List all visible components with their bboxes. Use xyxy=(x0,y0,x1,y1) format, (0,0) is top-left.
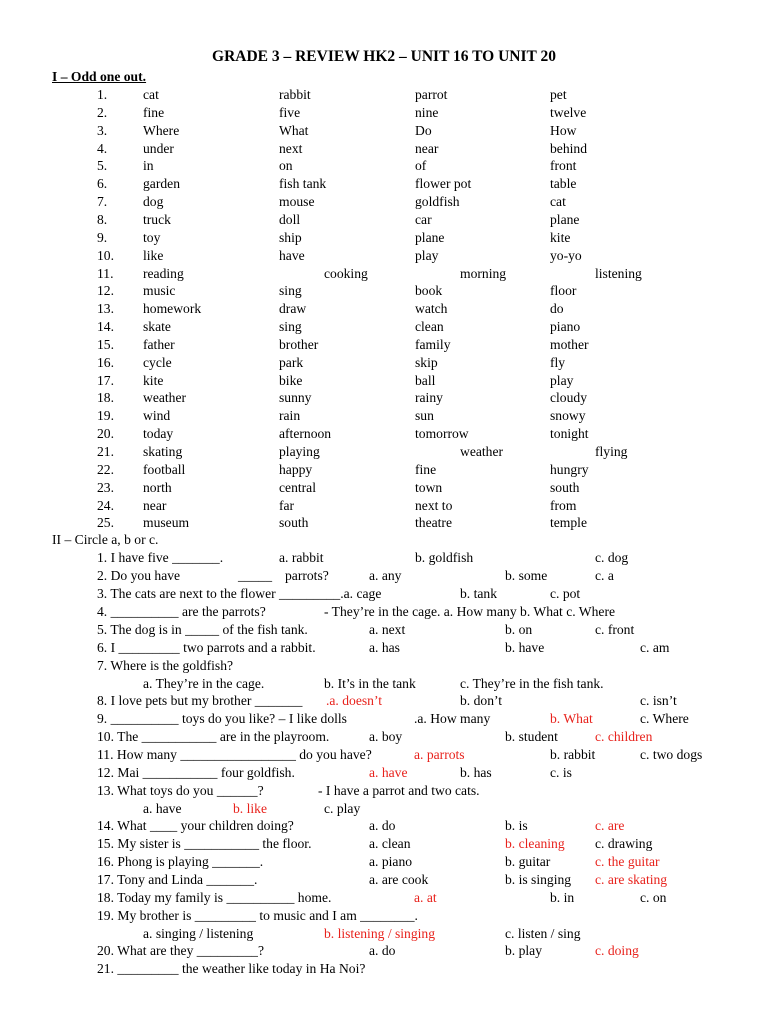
word-option: south xyxy=(550,479,580,495)
question-text: 21. _________ the weather like today in Ha Noi? xyxy=(97,961,366,976)
word-option: music xyxy=(143,283,176,299)
word-option: near xyxy=(415,140,439,156)
item-number: 11. xyxy=(97,265,114,281)
word-option: cat xyxy=(143,87,159,102)
word-option: rain xyxy=(279,408,301,424)
word-option: snowy xyxy=(550,408,586,424)
word-option: from xyxy=(550,497,577,513)
word-option: plane xyxy=(550,211,580,227)
page-title: GRADE 3 – REVIEW HK2 – UNIT 16 TO UNIT 20 xyxy=(212,48,556,65)
item-number: 12. xyxy=(97,283,114,299)
item-number: 18. xyxy=(97,390,114,406)
word-option: ball xyxy=(415,372,436,388)
word-option: sun xyxy=(415,408,434,424)
word-option: draw xyxy=(279,301,307,317)
option-c-answer: c. children xyxy=(595,729,653,744)
option-b-answer: b. cleaning xyxy=(505,836,565,851)
word-option: like xyxy=(143,247,164,263)
question-text: 20. What are they _________? xyxy=(97,943,264,958)
odd-one-out-row xyxy=(0,247,768,265)
odd-one-out-row xyxy=(0,372,768,390)
option-c: c. on xyxy=(640,890,667,905)
word-option: Where xyxy=(143,122,180,138)
word-option: fly xyxy=(550,354,566,370)
option-a: a. do xyxy=(369,818,396,833)
odd-one-out-row xyxy=(0,479,768,497)
word-option: cycle xyxy=(143,354,172,370)
question-4 xyxy=(0,603,768,621)
odd-one-out-row xyxy=(0,265,768,283)
option-b: b. goldfish xyxy=(415,550,474,565)
option-c: c. pot xyxy=(550,586,581,601)
question-blank: _____ xyxy=(238,568,272,583)
option-c: c. is xyxy=(550,765,572,780)
option-c-answer: c. the guitar xyxy=(595,854,660,869)
question-19-options xyxy=(0,925,768,943)
question-14 xyxy=(0,817,768,835)
option-b: b. guitar xyxy=(505,854,551,869)
item-number: 14. xyxy=(97,319,114,335)
option-b: b. It’s in the tank xyxy=(324,676,416,691)
option-c-answer: c. doing xyxy=(595,943,639,958)
question-text: 16. Phong is playing _______. xyxy=(97,854,264,869)
odd-one-out-row xyxy=(0,336,768,354)
word-option: flying xyxy=(595,444,628,459)
word-option: How xyxy=(550,122,577,138)
odd-one-out-row xyxy=(0,354,768,372)
odd-one-out-row xyxy=(0,300,768,318)
word-option: fine xyxy=(143,104,165,120)
word-option: reading xyxy=(143,265,184,281)
word-option: under xyxy=(143,140,174,156)
question-text: 15. My sister is ___________ the floor. xyxy=(97,836,312,851)
question-text: 13. What toys do you ______? xyxy=(97,783,264,798)
word-option: skip xyxy=(415,354,438,370)
word-option: car xyxy=(415,211,432,227)
item-number: 9. xyxy=(97,229,108,245)
option-a: a. piano xyxy=(369,854,413,869)
option-b: b. have xyxy=(505,640,545,655)
word-option: skate xyxy=(143,319,171,335)
word-option: have xyxy=(279,247,305,263)
option-a: a. any xyxy=(369,568,402,583)
option-c: c. Where xyxy=(640,711,689,726)
word-option: homework xyxy=(143,301,202,317)
option-a: a. next xyxy=(369,622,406,637)
question-text: 10. The ___________ are in the playroom. xyxy=(97,729,330,744)
question-12 xyxy=(0,764,768,782)
option-b: b. on xyxy=(505,622,533,637)
option-b: b. is singing xyxy=(505,872,572,887)
odd-one-out-row xyxy=(0,229,768,247)
word-option: mother xyxy=(550,336,589,352)
word-option: next to xyxy=(415,497,453,513)
word-option: floor xyxy=(550,283,577,299)
option-a: a. boy xyxy=(369,729,403,744)
odd-one-out-row xyxy=(0,193,768,211)
word-option: park xyxy=(279,354,304,370)
word-option: museum xyxy=(143,515,190,531)
question-19 xyxy=(0,907,768,925)
word-option: listening xyxy=(595,265,642,281)
question-3 xyxy=(0,585,768,603)
question-13-options xyxy=(0,800,768,818)
option-b: b. in xyxy=(550,890,575,905)
word-option: temple xyxy=(550,515,587,531)
question-text: 8. I love pets but my brother _______ xyxy=(97,693,303,708)
word-option: wind xyxy=(143,408,171,424)
option-b: b. student xyxy=(505,729,558,744)
option-b: b. play xyxy=(505,943,542,958)
question-7 xyxy=(0,657,768,675)
question-13 xyxy=(0,782,768,800)
word-option: garden xyxy=(143,176,180,192)
question-text: 14. What ____ your children doing? xyxy=(97,818,294,833)
word-option: play xyxy=(415,247,439,263)
option-c: c. dog xyxy=(595,550,629,565)
question-answer-options: - They’re in the cage. a. How many b. What c. Where xyxy=(324,604,616,619)
option-a: a. clean xyxy=(369,836,411,851)
item-number: 5. xyxy=(97,158,108,174)
question-text: 11. How many _________________ do you have? xyxy=(97,747,372,762)
word-option: on xyxy=(279,158,293,174)
question-1 xyxy=(0,549,768,567)
item-number: 20. xyxy=(97,426,114,442)
option-a: a. has xyxy=(369,640,400,655)
question-16 xyxy=(0,853,768,871)
odd-one-out-row xyxy=(0,211,768,229)
item-number: 1. xyxy=(97,87,108,102)
item-number: 4. xyxy=(97,140,108,156)
option-b-answer: b. What xyxy=(550,711,593,726)
word-option: north xyxy=(143,479,172,495)
word-option: morning xyxy=(460,265,507,281)
question-text: 18. Today my family is __________ home. xyxy=(97,890,332,905)
word-option: goldfish xyxy=(415,194,460,210)
option-c: c. am xyxy=(640,640,670,655)
option-a: a. rabbit xyxy=(279,550,324,565)
option-c: c. They’re in the fish tank. xyxy=(460,676,604,691)
word-option: theatre xyxy=(415,515,452,531)
item-number: 3. xyxy=(97,122,108,138)
word-option: next xyxy=(279,140,303,156)
option-a: a. are cook xyxy=(369,872,429,887)
question-17 xyxy=(0,871,768,889)
option-c: c. two dogs xyxy=(640,747,703,762)
odd-one-out-row xyxy=(0,86,768,104)
question-11 xyxy=(0,746,768,764)
word-option: sunny xyxy=(279,390,312,406)
word-option: family xyxy=(415,336,451,352)
question-text-end: parrots? xyxy=(285,568,329,583)
odd-one-out-row xyxy=(0,461,768,479)
word-option: Do xyxy=(415,122,432,138)
word-option: sing xyxy=(279,319,302,335)
word-option: sing xyxy=(279,283,302,299)
item-number: 13. xyxy=(97,301,114,317)
odd-one-out-row xyxy=(0,140,768,158)
item-number: 25. xyxy=(97,515,114,531)
item-number: 22. xyxy=(97,461,114,477)
word-option: south xyxy=(279,515,309,531)
option-b: b. tank xyxy=(460,586,497,601)
option-a: a. have xyxy=(143,801,182,816)
question-6 xyxy=(0,639,768,657)
word-option: flower pot xyxy=(415,176,472,192)
word-option: weather xyxy=(143,390,187,406)
question-21 xyxy=(0,960,768,978)
option-c-answer: c. are xyxy=(595,818,625,833)
question-text: 7. Where is the goldfish? xyxy=(97,658,234,673)
option-c: c. a xyxy=(595,568,614,583)
option-a-answer: a. parrots xyxy=(414,747,465,762)
word-option: football xyxy=(143,461,186,477)
item-number: 8. xyxy=(97,211,108,227)
option-a: a. singing / listening xyxy=(143,926,254,941)
word-option: skating xyxy=(143,444,183,459)
question-text: 4. __________ are the parrots? xyxy=(97,604,266,619)
option-b: b. has xyxy=(460,765,492,780)
odd-one-out-row xyxy=(0,122,768,140)
item-number: 21. xyxy=(97,444,114,459)
word-option: five xyxy=(279,104,301,120)
word-option: cloudy xyxy=(550,390,587,406)
item-number: 17. xyxy=(97,372,114,388)
item-number: 19. xyxy=(97,408,114,424)
word-option: behind xyxy=(550,140,587,156)
word-option: cat xyxy=(550,194,566,210)
word-option: afternoon xyxy=(279,426,332,442)
word-option: twelve xyxy=(550,104,587,120)
word-option: parrot xyxy=(415,87,448,102)
word-option: far xyxy=(279,497,295,513)
word-option: today xyxy=(143,426,174,442)
question-text: 1. I have five _______. xyxy=(97,550,224,565)
item-number: 16. xyxy=(97,354,114,370)
word-option: of xyxy=(415,158,427,174)
word-option: yo-yo xyxy=(550,247,582,263)
option-a: a. They’re in the cage. xyxy=(143,676,265,691)
odd-one-out-row xyxy=(0,282,768,300)
word-option: cooking xyxy=(324,265,368,281)
question-18 xyxy=(0,889,768,907)
question-10 xyxy=(0,728,768,746)
word-option: mouse xyxy=(279,194,315,210)
word-option: plane xyxy=(415,229,445,245)
word-option: in xyxy=(143,158,154,174)
word-option: bike xyxy=(279,372,303,388)
question-text: 9. __________ toys do you like? – I like dolls xyxy=(97,711,347,726)
option-b-answer: b. listening / singing xyxy=(324,926,436,941)
question-9 xyxy=(0,710,768,728)
question-text-end: - I have a parrot and two cats. xyxy=(318,783,480,798)
option-c: c. drawing xyxy=(595,836,653,851)
option-c: c. front xyxy=(595,622,635,637)
word-option: central xyxy=(279,479,316,495)
word-option: book xyxy=(415,283,443,299)
word-option: kite xyxy=(550,229,571,245)
word-option: weather xyxy=(460,444,504,459)
option-c: c. play xyxy=(324,801,361,816)
word-option: brother xyxy=(279,336,319,352)
question-text: 2. Do you have xyxy=(97,568,181,583)
word-option: happy xyxy=(279,461,313,477)
option-c: c. isn’t xyxy=(640,693,677,708)
option-c-answer: c. are skating xyxy=(595,872,668,887)
question-text: 12. Mai ___________ four goldfish. xyxy=(97,765,295,780)
word-option: fish tank xyxy=(279,176,327,192)
word-option: nine xyxy=(415,104,439,120)
question-text: 6. I _________ two parrots and a rabbit. xyxy=(97,640,316,655)
word-option: doll xyxy=(279,211,301,227)
question-5 xyxy=(0,621,768,639)
word-option: dog xyxy=(143,194,164,210)
question-2 xyxy=(0,567,768,585)
option-a-answer: a. at xyxy=(414,890,437,905)
odd-one-out-row xyxy=(0,175,768,193)
section-1-heading: I – Odd one out. xyxy=(52,69,147,84)
odd-one-out-row xyxy=(0,425,768,443)
odd-one-out-row xyxy=(0,407,768,425)
word-option: town xyxy=(415,479,443,495)
option-a-answer: a. have xyxy=(369,765,408,780)
word-option: table xyxy=(550,176,577,192)
odd-one-out-row xyxy=(0,318,768,336)
option-a: .a. How many xyxy=(414,711,491,726)
option-b: b. is xyxy=(505,818,528,833)
question-text: 5. The dog is in _____ of the fish tank. xyxy=(97,622,308,637)
word-option: kite xyxy=(143,372,164,388)
item-number: 10. xyxy=(97,247,114,263)
word-option: near xyxy=(143,497,167,513)
word-option: father xyxy=(143,336,175,352)
item-number: 7. xyxy=(97,194,108,210)
item-number: 23. xyxy=(97,479,114,495)
word-option: playing xyxy=(279,444,320,459)
option-a-answer: .a. doesn’t xyxy=(326,693,383,708)
word-option: rainy xyxy=(415,390,443,406)
section-2-heading: II – Circle a, b or c. xyxy=(52,532,159,547)
odd-one-out-row xyxy=(0,389,768,407)
question-15 xyxy=(0,835,768,853)
word-option: fine xyxy=(415,461,437,477)
word-option: truck xyxy=(143,211,171,227)
question-20 xyxy=(0,942,768,960)
word-option: play xyxy=(550,372,574,388)
word-option: ship xyxy=(279,229,302,245)
word-option: tomorrow xyxy=(415,426,469,442)
question-text: 3. The cats are next to the flower _________.a. cage xyxy=(97,586,382,601)
item-number: 15. xyxy=(97,336,114,352)
option-b: b. don’t xyxy=(460,693,503,708)
question-text: 19. My brother is _________ to music and I am ________. xyxy=(97,908,418,923)
question-8 xyxy=(0,692,768,710)
option-b: b. rabbit xyxy=(550,747,596,762)
odd-one-out-row xyxy=(0,443,768,461)
word-option: hungry xyxy=(550,461,589,477)
word-option: piano xyxy=(550,319,581,335)
odd-one-out-row xyxy=(0,104,768,122)
option-a: a. do xyxy=(369,943,396,958)
question-text: 17. Tony and Linda _______. xyxy=(97,872,258,887)
odd-one-out-row xyxy=(0,514,768,532)
word-option: pet xyxy=(550,87,567,102)
word-option: tonight xyxy=(550,426,589,442)
word-option: rabbit xyxy=(279,87,311,102)
word-option: do xyxy=(550,301,564,317)
word-option: clean xyxy=(415,319,444,335)
question-7-options xyxy=(0,675,768,693)
word-option: toy xyxy=(143,229,161,245)
item-number: 24. xyxy=(97,497,114,513)
option-b: b. some xyxy=(505,568,548,583)
odd-one-out-row xyxy=(0,157,768,175)
item-number: 6. xyxy=(97,176,108,192)
item-number: 2. xyxy=(97,104,108,120)
word-option: watch xyxy=(415,301,448,317)
word-option: What xyxy=(279,122,309,138)
option-c: c. listen / sing xyxy=(505,926,581,941)
odd-one-out-row xyxy=(0,497,768,515)
option-b-answer: b. like xyxy=(233,801,267,816)
word-option: front xyxy=(550,158,577,174)
